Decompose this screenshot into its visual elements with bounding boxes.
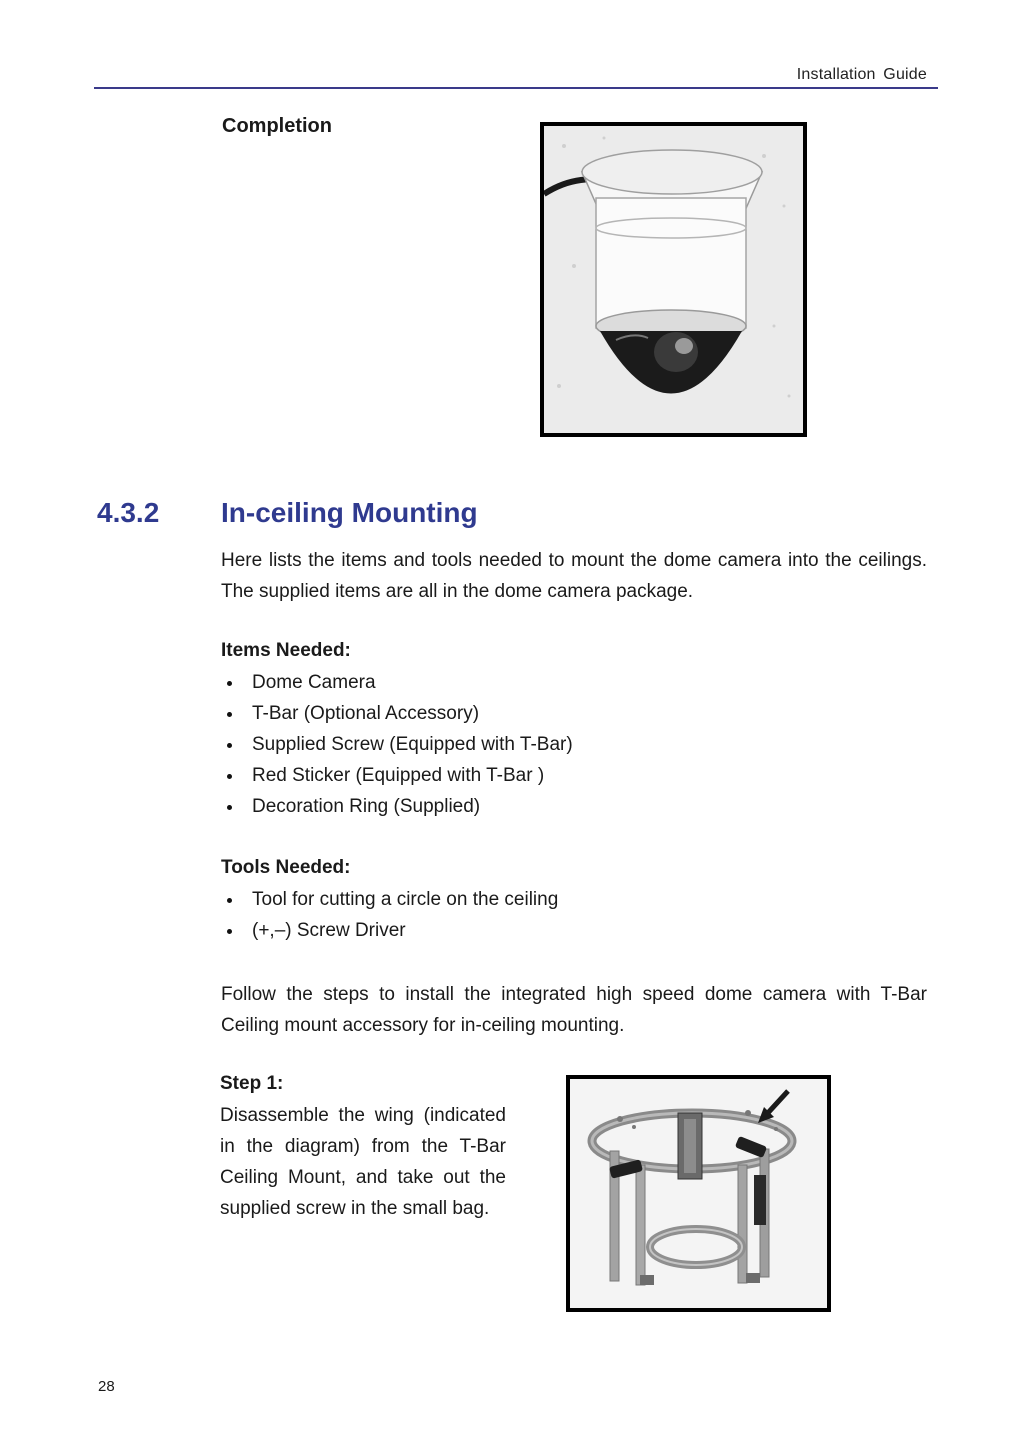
- t-bar-mount-photo: [566, 1075, 831, 1312]
- list-item: Tool for cutting a circle on the ceiling: [221, 884, 558, 915]
- tools-needed-heading: Tools Needed:: [221, 857, 351, 878]
- section-number: 4.3.2: [97, 497, 160, 528]
- tools-needed-list: [221, 884, 558, 946]
- step-1-body: Disassemble the wing (indicated in the diagram) from the T-Bar Ceiling Mount, and take out the supplied screw in the small bag.: [220, 1105, 506, 1219]
- list-item: Dome Camera: [221, 667, 573, 698]
- list-item: T-Bar (Optional Accessory): [221, 698, 573, 729]
- follow-steps-paragraph: Follow the steps to install the integrated high speed dome camera with T-Bar Ceiling mount accessory for in-ceiling mounting.: [221, 984, 927, 1036]
- list-item: (+,–) Screw Driver: [221, 915, 558, 946]
- step-1-heading: Step 1:: [220, 1073, 284, 1094]
- section-title: In-ceiling Mounting: [221, 497, 478, 528]
- list-item: Decoration Ring (Supplied): [221, 791, 573, 822]
- completion-label: Completion: [222, 115, 332, 137]
- dome-camera-photo: [540, 122, 807, 437]
- header-title: Installation Guide: [796, 66, 927, 83]
- section-intro: Here lists the items and tools needed to mount the dome camera into the ceilings. The supplied items are all in the dome camera package.: [221, 550, 927, 602]
- list-item: Red Sticker (Equipped with T-Bar ): [221, 760, 573, 791]
- items-needed-list: [221, 667, 573, 822]
- items-needed-heading: Items Needed:: [221, 640, 351, 661]
- list-item: Supplied Screw (Equipped with T-Bar): [221, 729, 573, 760]
- page-number: 28: [98, 1378, 115, 1395]
- header-rule: [94, 87, 938, 89]
